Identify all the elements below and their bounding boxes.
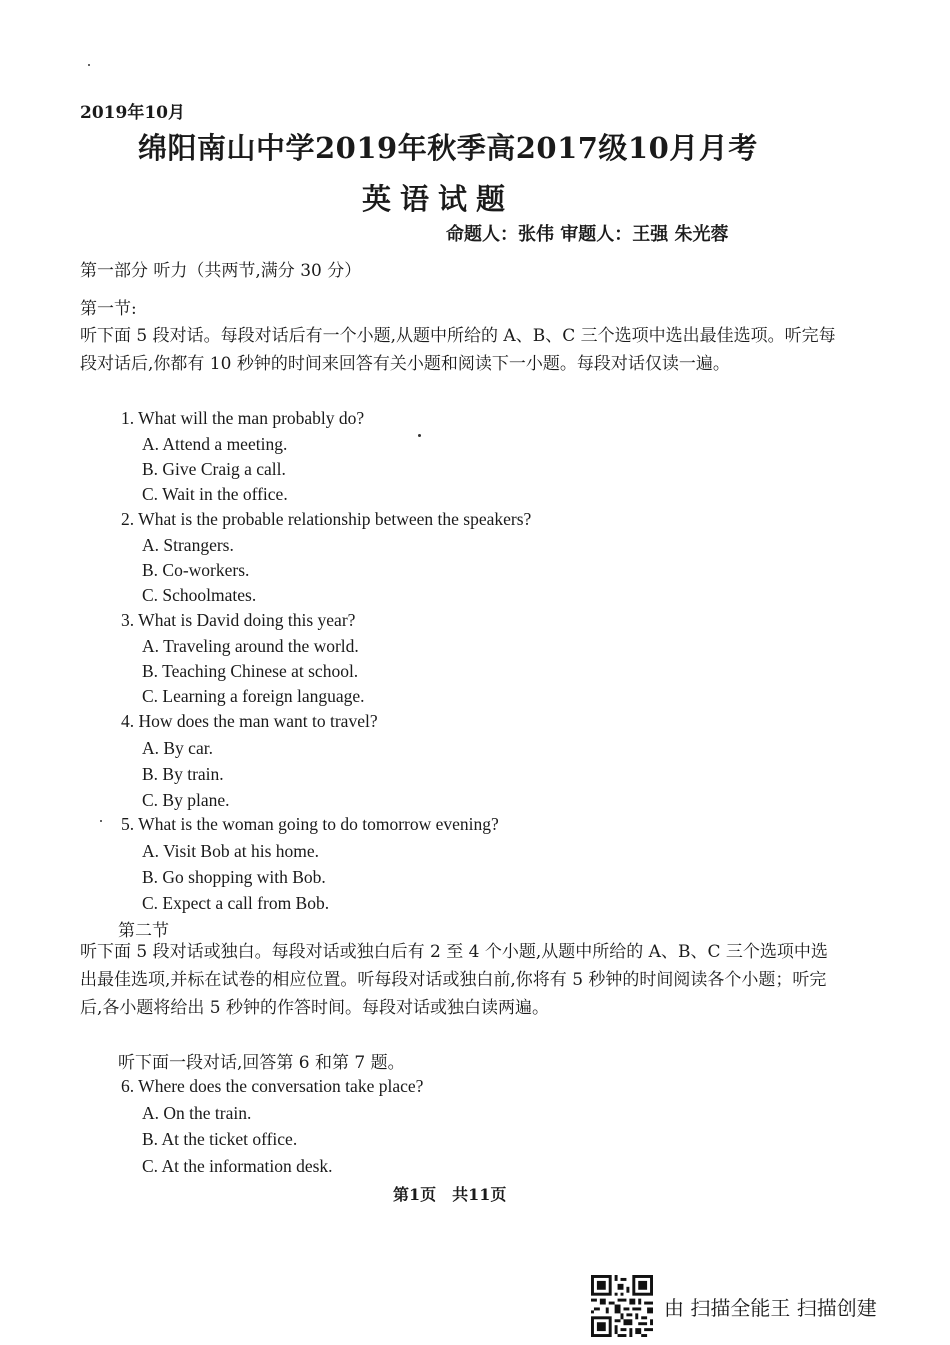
option-b: B. Go shopping with Bob. — [142, 867, 326, 887]
option-a: A. Strangers. — [142, 535, 234, 555]
question-text: 1. What will the man probably do? — [121, 408, 365, 428]
qr-code-icon — [591, 1275, 653, 1337]
option-a: A. Visit Bob at his home. — [142, 841, 320, 861]
option-a: A. On the train. — [142, 1103, 252, 1123]
scan-speck — [100, 820, 102, 822]
option-a: A. Attend a meeting. — [142, 434, 288, 454]
section2-label: 第二节 — [118, 921, 169, 941]
option-b: B. Give Craig a call. — [142, 459, 286, 479]
option-c: C. Wait in the office. — [142, 484, 288, 504]
option-c: C. At the information desk. — [142, 1156, 333, 1176]
option-a: A. By car. — [142, 738, 213, 758]
question-text: 6. Where does the conversation take place? — [121, 1076, 424, 1096]
scan-speck — [88, 64, 90, 66]
option-b: B. At the ticket office. — [142, 1129, 298, 1149]
section2-instructions: 听下面 5 段对话或独白。每段对话或独白后有 2 至 4 个小题,从题中所给的 A、B、C 三个选项中选出最佳选项,并标在试卷的相应位置。听每段对话或独白前,你将有 5 秒钟的时间阅读各个小题；听完后,各小题将给出 5 秒钟的作答时间。每段对话或独白读两遍。 — [80, 942, 828, 1018]
scanner-watermark: 由 扫描全能王 扫描创建 — [664, 1296, 877, 1320]
question-text: 5. What is the woman going to do tomorrow evening? — [121, 814, 499, 834]
exam-title: 绵阳南山中学2019年秋季高2017级10月月考 — [138, 131, 758, 165]
exam-authors: 命题人：张伟 审题人：王强 朱光蓉 — [446, 224, 729, 245]
scan-speck — [418, 434, 421, 437]
exam-subtitle: 英语试题 — [362, 182, 515, 216]
option-c: C. Schoolmates. — [142, 585, 257, 605]
section1-label: 第一节: — [80, 299, 137, 319]
option-b: B. Co-workers. — [142, 560, 250, 580]
question-text: 2. What is the probable relationship between the speakers? — [121, 509, 532, 529]
option-b: B. Teaching Chinese at school. — [142, 661, 359, 681]
section1-instructions: 听下面 5 段对话。每段对话后有一个小题,从题中所给的 A、B、C 三个选项中选出最佳选项。听完每段对话后,你都有 10 秒钟的时间来回答有关小题和阅读下一小题。每段对话仅读一遍。 — [80, 326, 836, 374]
option-b: B. By train. — [142, 764, 224, 784]
section2-hint: 听下面一段对话,回答第 6 和第 7 题。 — [118, 1053, 405, 1073]
option-c: C. By plane. — [142, 790, 230, 810]
part-heading: 第一部分 听力（共两节,满分 30 分） — [80, 261, 362, 281]
exam-date: 2019年10月 — [80, 103, 185, 123]
question-text: 3. What is David doing this year? — [121, 610, 356, 630]
page-number: 第1页 共11页 — [393, 1185, 507, 1204]
question-text: 4. How does the man want to travel? — [121, 711, 378, 731]
option-a: A. Traveling around the world. — [142, 636, 359, 656]
option-c: C. Expect a call from Bob. — [142, 893, 330, 913]
option-c: C. Learning a foreign language. — [142, 686, 365, 706]
